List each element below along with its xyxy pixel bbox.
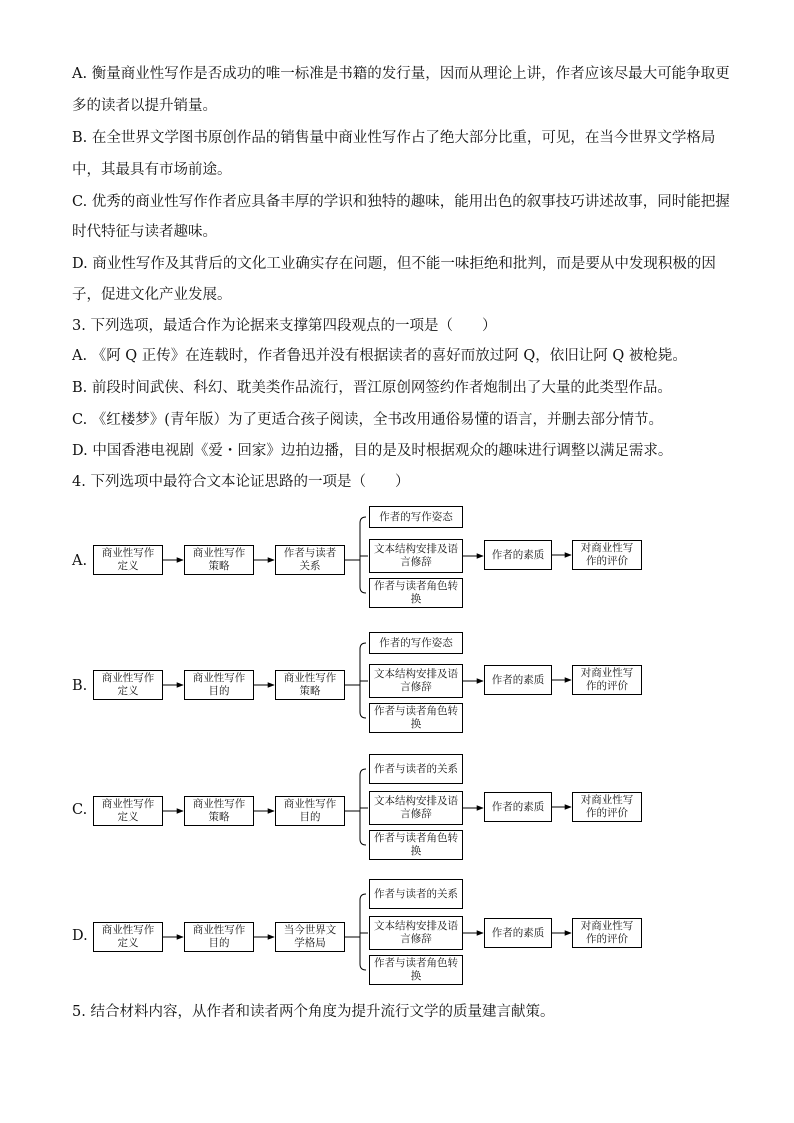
diagram-d-branch-box-3: 作者与读者角色转换 (369, 955, 463, 985)
q2-option-c-line1: C. 优秀的商业性写作作者应具备丰厚的学识和独特的趣味，能用出色的叙事技巧讲述故事，同时能把握 (72, 194, 730, 210)
diagram-c-chain-box-2: 商业性写作策略 (184, 796, 254, 826)
diagram-b-branch-box-3: 作者与读者角色转换 (369, 703, 463, 733)
diagram-a-tail-box-1: 作者的素质 (484, 540, 552, 570)
diagram-a-branch-box-1: 作者的写作姿态 (369, 506, 463, 528)
q2-option-d-line1: D. 商业性写作及其背后的文化工业确实存在问题，但不能一味拒绝和批判，而是要从中发现积极的因 (72, 256, 716, 272)
diagram-a-label: A. (72, 553, 88, 569)
diagram-c-chain-box-3: 商业性写作目的 (275, 796, 345, 826)
diagram-c-chain-box-1: 商业性写作定义 (93, 796, 163, 826)
diagram-d-tail-box-2: 对商业性写作的评价 (572, 918, 642, 948)
q2-option-b-line2: 中，其最具有市场前途。 (72, 162, 232, 178)
diagram-d-chain-box-3: 当今世界文学格局 (275, 922, 345, 952)
q2-option-a-line1: A. 衡量商业性写作是否成功的唯一标准是书籍的发行量，因而从理论上讲，作者应该尽最大可能争取更 (72, 66, 730, 82)
diagram-b-tail-box-1: 作者的素质 (484, 665, 552, 695)
diagram-a-chain-box-2: 商业性写作策略 (184, 545, 254, 575)
diagram-b-bracket (360, 643, 366, 718)
q2-option-b-line1: B. 在全世界文学图书原创作品的销售量中商业性写作占了绝大部分比重，可见，在当今世界文学格局 (72, 130, 716, 146)
diagram-c-branch-box-3: 作者与读者角色转换 (369, 830, 463, 860)
diagram-c-tail-box-2: 对商业性写作的评价 (572, 792, 642, 822)
diagram-a-branch-box-2: 文本结构安排及语言修辞 (369, 539, 463, 573)
diagram-d-branch-box-2: 文本结构安排及语言修辞 (369, 916, 463, 950)
diagram-d-chain-box-1: 商业性写作定义 (93, 922, 163, 952)
q3-question: 3. 下列选项，最适合作为论据来支撑第四段观点的一项是（ ） (72, 318, 497, 334)
q3-option-d: D. 中国香港电视剧《爱・回家》边拍边播，目的是及时根据观众的趣味进行调整以满足需求。 (72, 443, 673, 459)
diagram-b-branch-box-1: 作者的写作姿态 (369, 632, 463, 654)
diagram-a-chain-box-3: 作者与读者关系 (275, 545, 345, 575)
q3-option-c: C. 《红楼梦》(青年版）为了更适合孩子阅读，全书改用通俗易懂的语言，并删去部分情节。 (72, 412, 663, 428)
diagram-d-branch-box-1: 作者与读者的关系 (369, 879, 463, 909)
diagram-c-branch-box-1: 作者与读者的关系 (369, 754, 463, 784)
q3-option-b: B. 前段时间武侠、科幻、耽美类作品流行，晋江原创网签约作者炮制出了大量的此类型作品。 (72, 380, 672, 396)
diagram-c-bracket (360, 769, 366, 845)
diagram-b-chain-box-3: 商业性写作策略 (275, 670, 345, 700)
diagram-b-chain-box-2: 商业性写作目的 (184, 670, 254, 700)
q2-option-c-line2: 时代特征与读者趣味。 (72, 224, 217, 240)
diagram-d-chain-box-2: 商业性写作目的 (184, 922, 254, 952)
diagram-c-tail-box-1: 作者的素质 (484, 792, 552, 822)
diagram-d-tail-box-1: 作者的素质 (484, 918, 552, 948)
diagram-d-bracket (360, 894, 366, 970)
q3-option-a: A. 《阿 Q 正传》在连载时，作者鲁迅并没有根据读者的喜好而放过阿 Q，依旧让阿 Q 被枪毙。 (72, 348, 687, 364)
diagram-c-label: C. (72, 802, 88, 818)
diagram-c-branch-box-2: 文本结构安排及语言修辞 (369, 791, 463, 825)
q5-question: 5. 结合材料内容，从作者和读者两个角度为提升流行文学的质量建言献策。 (72, 1004, 555, 1020)
q2-option-d-line2: 子，促进文化产业发展。 (72, 287, 232, 303)
diagram-a-branch-box-3: 作者与读者角色转换 (369, 578, 463, 608)
diagram-b-tail-box-2: 对商业性写作的评价 (572, 665, 642, 695)
diagram-d-label: D. (72, 928, 88, 944)
diagram-b-branch-box-2: 文本结构安排及语言修辞 (369, 664, 463, 698)
diagram-b-chain-box-1: 商业性写作定义 (93, 670, 163, 700)
diagram-a-bracket (360, 517, 366, 593)
diagram-a-chain-box-1: 商业性写作定义 (93, 545, 163, 575)
diagram-b-label: B. (72, 678, 88, 694)
diagram-a-tail-box-2: 对商业性写作的评价 (572, 540, 642, 570)
q4-question: 4. 下列选项中最符合文本论证思路的一项是（ ） (72, 474, 410, 490)
q2-option-a-line2: 多的读者以提升销量。 (72, 98, 217, 114)
